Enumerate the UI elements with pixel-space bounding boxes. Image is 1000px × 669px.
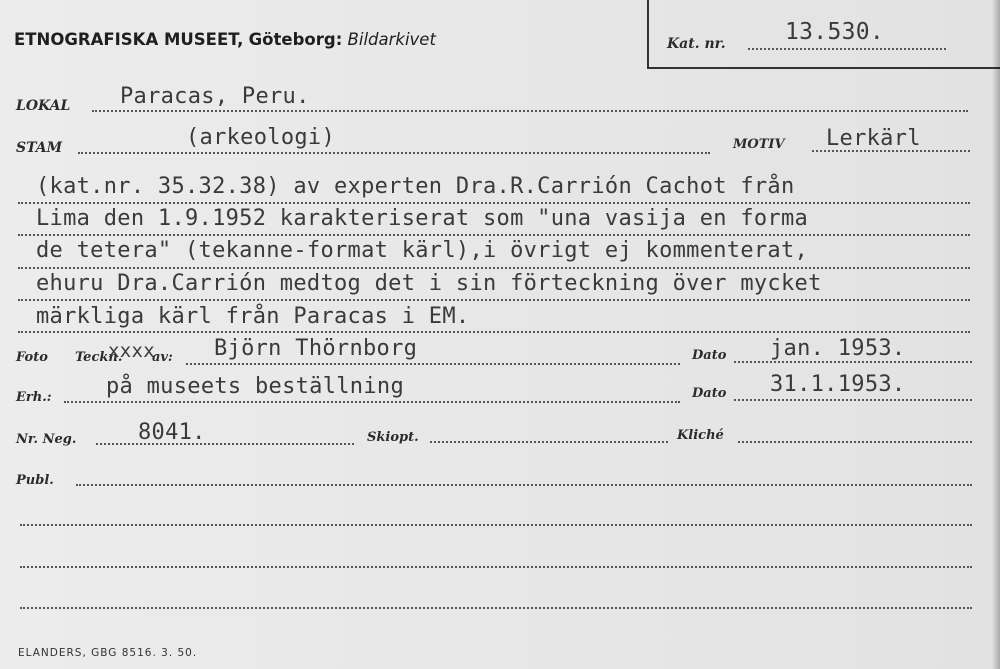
erh-dato-label: Dato [692,386,727,401]
erh-dotline [64,401,680,403]
kliche-label: Kliché [677,428,724,443]
desc-dotline-2 [18,234,970,236]
stam-label: STAM [16,140,63,156]
publ-dotline-2 [20,524,972,526]
foto-dato-value: jan. 1953. [770,336,906,361]
museum-city: Göteborg: [248,30,343,49]
teckn-label: Teckn. [75,350,123,365]
neg-dotline [96,443,354,445]
av-label: av: [152,350,173,365]
erh-dato-dotline [734,399,972,401]
desc-dotline-3 [18,267,970,269]
kat-nr-label: Kat. nr. [667,36,726,52]
kat-nr-dotline [748,48,946,50]
neg-value: 8041. [138,420,206,445]
foto-dato-dotline [734,361,972,363]
erh-label: Erh.: [16,390,52,405]
printer-imprint: ELANDERS, GBG 8516. 3. 50. [18,647,198,659]
stam-value: (arkeologi) [186,125,335,150]
card-header [14,30,436,49]
desc-dotline-4 [18,299,970,301]
motiv-value: Lerkärl [826,126,921,151]
lokal-dotline [92,110,968,112]
foto-dotline [186,363,680,365]
kliche-dotline [738,441,972,443]
foto-value: Björn Thörnborg [214,336,418,361]
description-line-4: ehuru Dra.Carrión medtog det i sin förteckning över mycket [36,271,822,296]
publ-dotline-1 [76,484,972,486]
motiv-label: MOTIV [733,137,785,152]
museum-name: ETNOGRAFISKA MUSEET, [14,30,244,49]
teckn-overstrike: xxxx [108,340,155,362]
description-line-1: (kat.nr. 35.32.38) av experten Dra.R.Carrión Cachot från [36,174,795,199]
publ-dotline-3 [20,566,972,568]
neg-label: Nr. Neg. [16,432,77,447]
lokal-label: LOKAL [16,98,71,114]
publ-dotline-4 [20,607,972,609]
skiopt-label: Skiopt. [367,430,419,445]
stam-dotline [78,152,710,154]
desc-dotline-1 [18,202,970,204]
kat-nr-value: 13.530. [785,19,885,45]
description-line-5: märkliga kärl från Paracas i EM. [36,304,470,329]
skiopt-dotline [430,441,668,443]
desc-dotline-5 [18,331,970,333]
foto-dato-label: Dato [692,348,727,363]
publ-label: Publ. [16,473,54,488]
archive-name: Bildarkivet [347,30,436,49]
card-edge-shadow [992,0,1000,669]
erh-value: på museets beställning [106,374,404,399]
description-line-2: Lima den 1.9.1952 karakteriserat som "una vasija en forma [36,206,809,231]
lokal-value: Paracas, Peru. [120,84,310,109]
foto-label: Foto [16,350,48,365]
description-line-3: de tetera" (tekanne-format kärl),i övrigt ej kommenterat, [36,238,809,263]
erh-dato-value: 31.1.1953. [770,372,906,397]
